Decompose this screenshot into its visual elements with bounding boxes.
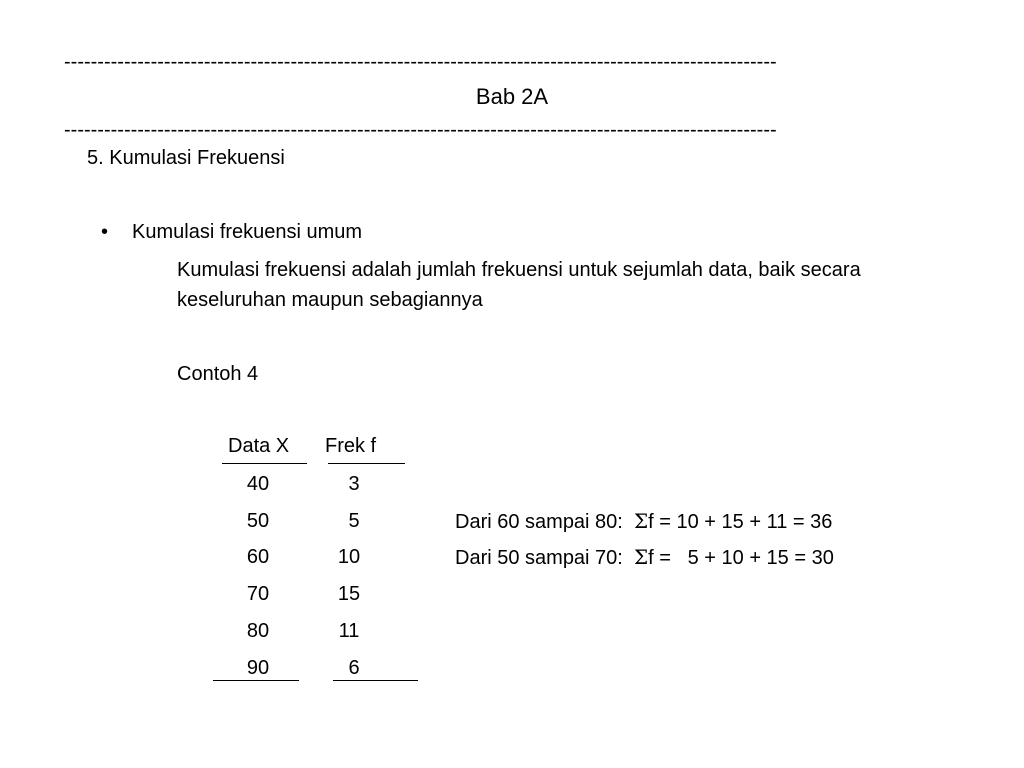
table-cell-x: 70 xyxy=(246,583,270,605)
definition-line-2: keseluruhan maupun sebagiannya xyxy=(177,289,483,311)
top-dashed-rule: ----------------------------------------------------------------------------------------------------------- xyxy=(64,52,777,72)
table-cell-x: 90 xyxy=(246,657,270,679)
header-underline-x xyxy=(222,463,307,464)
sigma-icon: Σ xyxy=(634,545,649,569)
sum-expression: f = 5 + 10 + 15 = 30 xyxy=(648,547,834,569)
table-cell-x: 50 xyxy=(246,510,270,532)
table-cell-f: 3 xyxy=(348,473,360,495)
table-cell-f: 5 xyxy=(348,510,360,532)
page-title: Bab 2A xyxy=(475,84,549,109)
table-cell-x: 60 xyxy=(246,546,270,568)
sigma-icon: Σ xyxy=(634,509,649,533)
section-heading: 5. Kumulasi Frekuensi xyxy=(87,147,285,169)
sum-expression: f = 10 + 15 + 11 = 36 xyxy=(648,511,833,533)
table-cell-x: 40 xyxy=(246,473,270,495)
table-header-frek-f: Frek f xyxy=(325,435,377,457)
table-cell-f: 11 xyxy=(338,620,360,642)
table-cell-f: 15 xyxy=(337,583,361,605)
header-underline-f xyxy=(328,463,405,464)
table-cell-x: 80 xyxy=(246,620,270,642)
table-cell-f: 6 xyxy=(348,657,360,679)
bottom-dashed-rule: ----------------------------------------------------------------------------------------------------------- xyxy=(64,120,777,140)
bullet-label: Kumulasi frekuensi umum xyxy=(132,221,363,243)
sum-line-1 xyxy=(455,509,832,534)
table-header-data-x: Data X xyxy=(228,435,290,457)
sum-prefix: Dari 50 sampai 70: xyxy=(455,547,623,569)
example-label: Contoh 4 xyxy=(177,363,259,385)
definition-line-1: Kumulasi frekuensi adalah jumlah frekuensi untuk sejumlah data, baik secara xyxy=(177,259,861,281)
table-underline-f xyxy=(333,680,418,681)
table-cell-f: 10 xyxy=(337,546,361,568)
sum-line-2 xyxy=(455,545,834,570)
bullet-dot-icon: • xyxy=(101,221,109,243)
sum-prefix: Dari 60 sampai 80: xyxy=(455,511,623,533)
table-underline-x xyxy=(213,680,299,681)
